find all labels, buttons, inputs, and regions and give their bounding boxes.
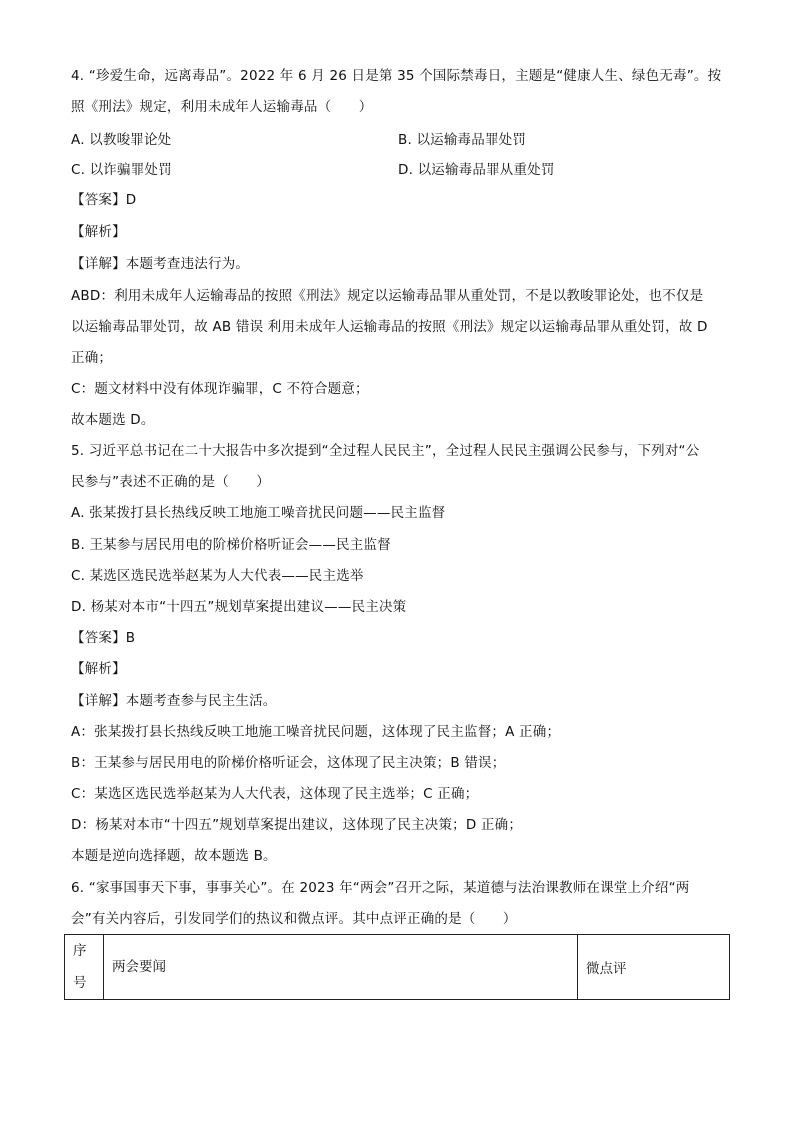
q4-analysis-heading: 【解析】 [71, 224, 126, 240]
q4-abd-line-1: ABD：利用未成年人运输毒品的按照《刑法》规定以运输毒品罪从重处罚，不是以教唆罪论处，也不仅是 [71, 288, 704, 304]
q5-option-b: B. 王某参与居民用电的阶梯价格听证会——民主监督 [71, 537, 391, 553]
q6-stem-line-1: 6. “家事国事天下事，事事关心”。在 2023 年“两会”召开之际，某道德与法治课教师在课堂上介绍“两 [71, 880, 690, 896]
q5-stem-line-2: 民参与”表述不正确的是（ ） [71, 474, 270, 490]
table-header-index [65, 935, 104, 1000]
table-header-news: 两会要闻 [104, 935, 578, 1000]
q4-option-c: C. 以诈骗罪处罚 [71, 162, 172, 178]
q5-d-explanation: D：杨某对本市“十四五”规划草案提出建议，这体现了民主决策；D 正确； [71, 817, 523, 833]
q5-stem-line-1: 5. 习近平总书记在二十大报告中多次提到“全过程人民民主”，全过程人民民主强调公民参与，下列对“公 [71, 443, 700, 459]
q6-stem-line-2: 会”有关内容后，引发同学们的热议和微点评。其中点评正确的是（ ） [71, 911, 517, 927]
q5-detail: 【详解】本题考查参与民主生活。 [71, 693, 277, 709]
table-header-index-line-1: 序 [73, 943, 87, 959]
q4-abd-line-3: 正确； [71, 350, 113, 366]
q5-conclusion: 本题是逆向选择题，故本题选 B。 [71, 848, 277, 864]
q4-stem-line-1: 4. “珍爱生命，远离毒品”。2022 年 6 月 26 日是第 35 个国际禁毒日，主题是“健康人生、绿色无毒”。按 [71, 68, 722, 84]
q4-answer: 【答案】D [71, 192, 137, 208]
q4-abd-line-2: 以运输毒品罪处罚，故 AB 错误 利用未成年人运输毒品的按照《刑法》规定以运输毒品罪从重处罚，故 D [71, 319, 708, 335]
q4-detail: 【详解】本题考查违法行为。 [71, 256, 250, 272]
q5-b-explanation: B：王某参与居民用电的阶梯价格听证会，这体现了民主决策；B 错误； [71, 755, 506, 771]
q4-option-a: A. 以教唆罪论处 [71, 132, 172, 148]
q5-option-a: A. 张某拨打县长热线反映工地施工噪音扰民问题——民主监督 [71, 505, 446, 521]
q4-option-d: D. 以运输毒品罪从重处罚 [398, 162, 555, 178]
q4-stem-line-2: 照《刑法》规定，利用未成年人运输毒品（ ） [71, 99, 373, 115]
table-header-row [65, 935, 730, 1000]
q5-option-c: C. 某选区选民选举赵某为人大代表——民主选举 [71, 568, 364, 584]
q4-c-explanation: C：题文材料中没有体现诈骗罪，C 不符合题意； [71, 381, 369, 397]
table-header-comment: 微点评 [578, 935, 730, 1000]
q6-table [64, 934, 730, 1000]
q5-analysis-heading: 【解析】 [71, 661, 126, 677]
q4-conclusion: 故本题选 D。 [71, 412, 155, 428]
q4-option-b: B. 以运输毒品罪处罚 [398, 132, 527, 148]
q5-a-explanation: A：张某拨打县长热线反映工地施工噪音扰民问题，这体现了民主监督；A 正确； [71, 724, 561, 740]
q5-answer: 【答案】B [71, 630, 136, 646]
table-header-index-line-2: 号 [73, 975, 87, 991]
q5-c-explanation: C：某选区选民选举赵某为人大代表，这体现了民主选举；C 正确； [71, 786, 479, 802]
q5-option-d: D. 杨某对本市“十四五”规划草案提出建议——民主决策 [71, 599, 407, 615]
